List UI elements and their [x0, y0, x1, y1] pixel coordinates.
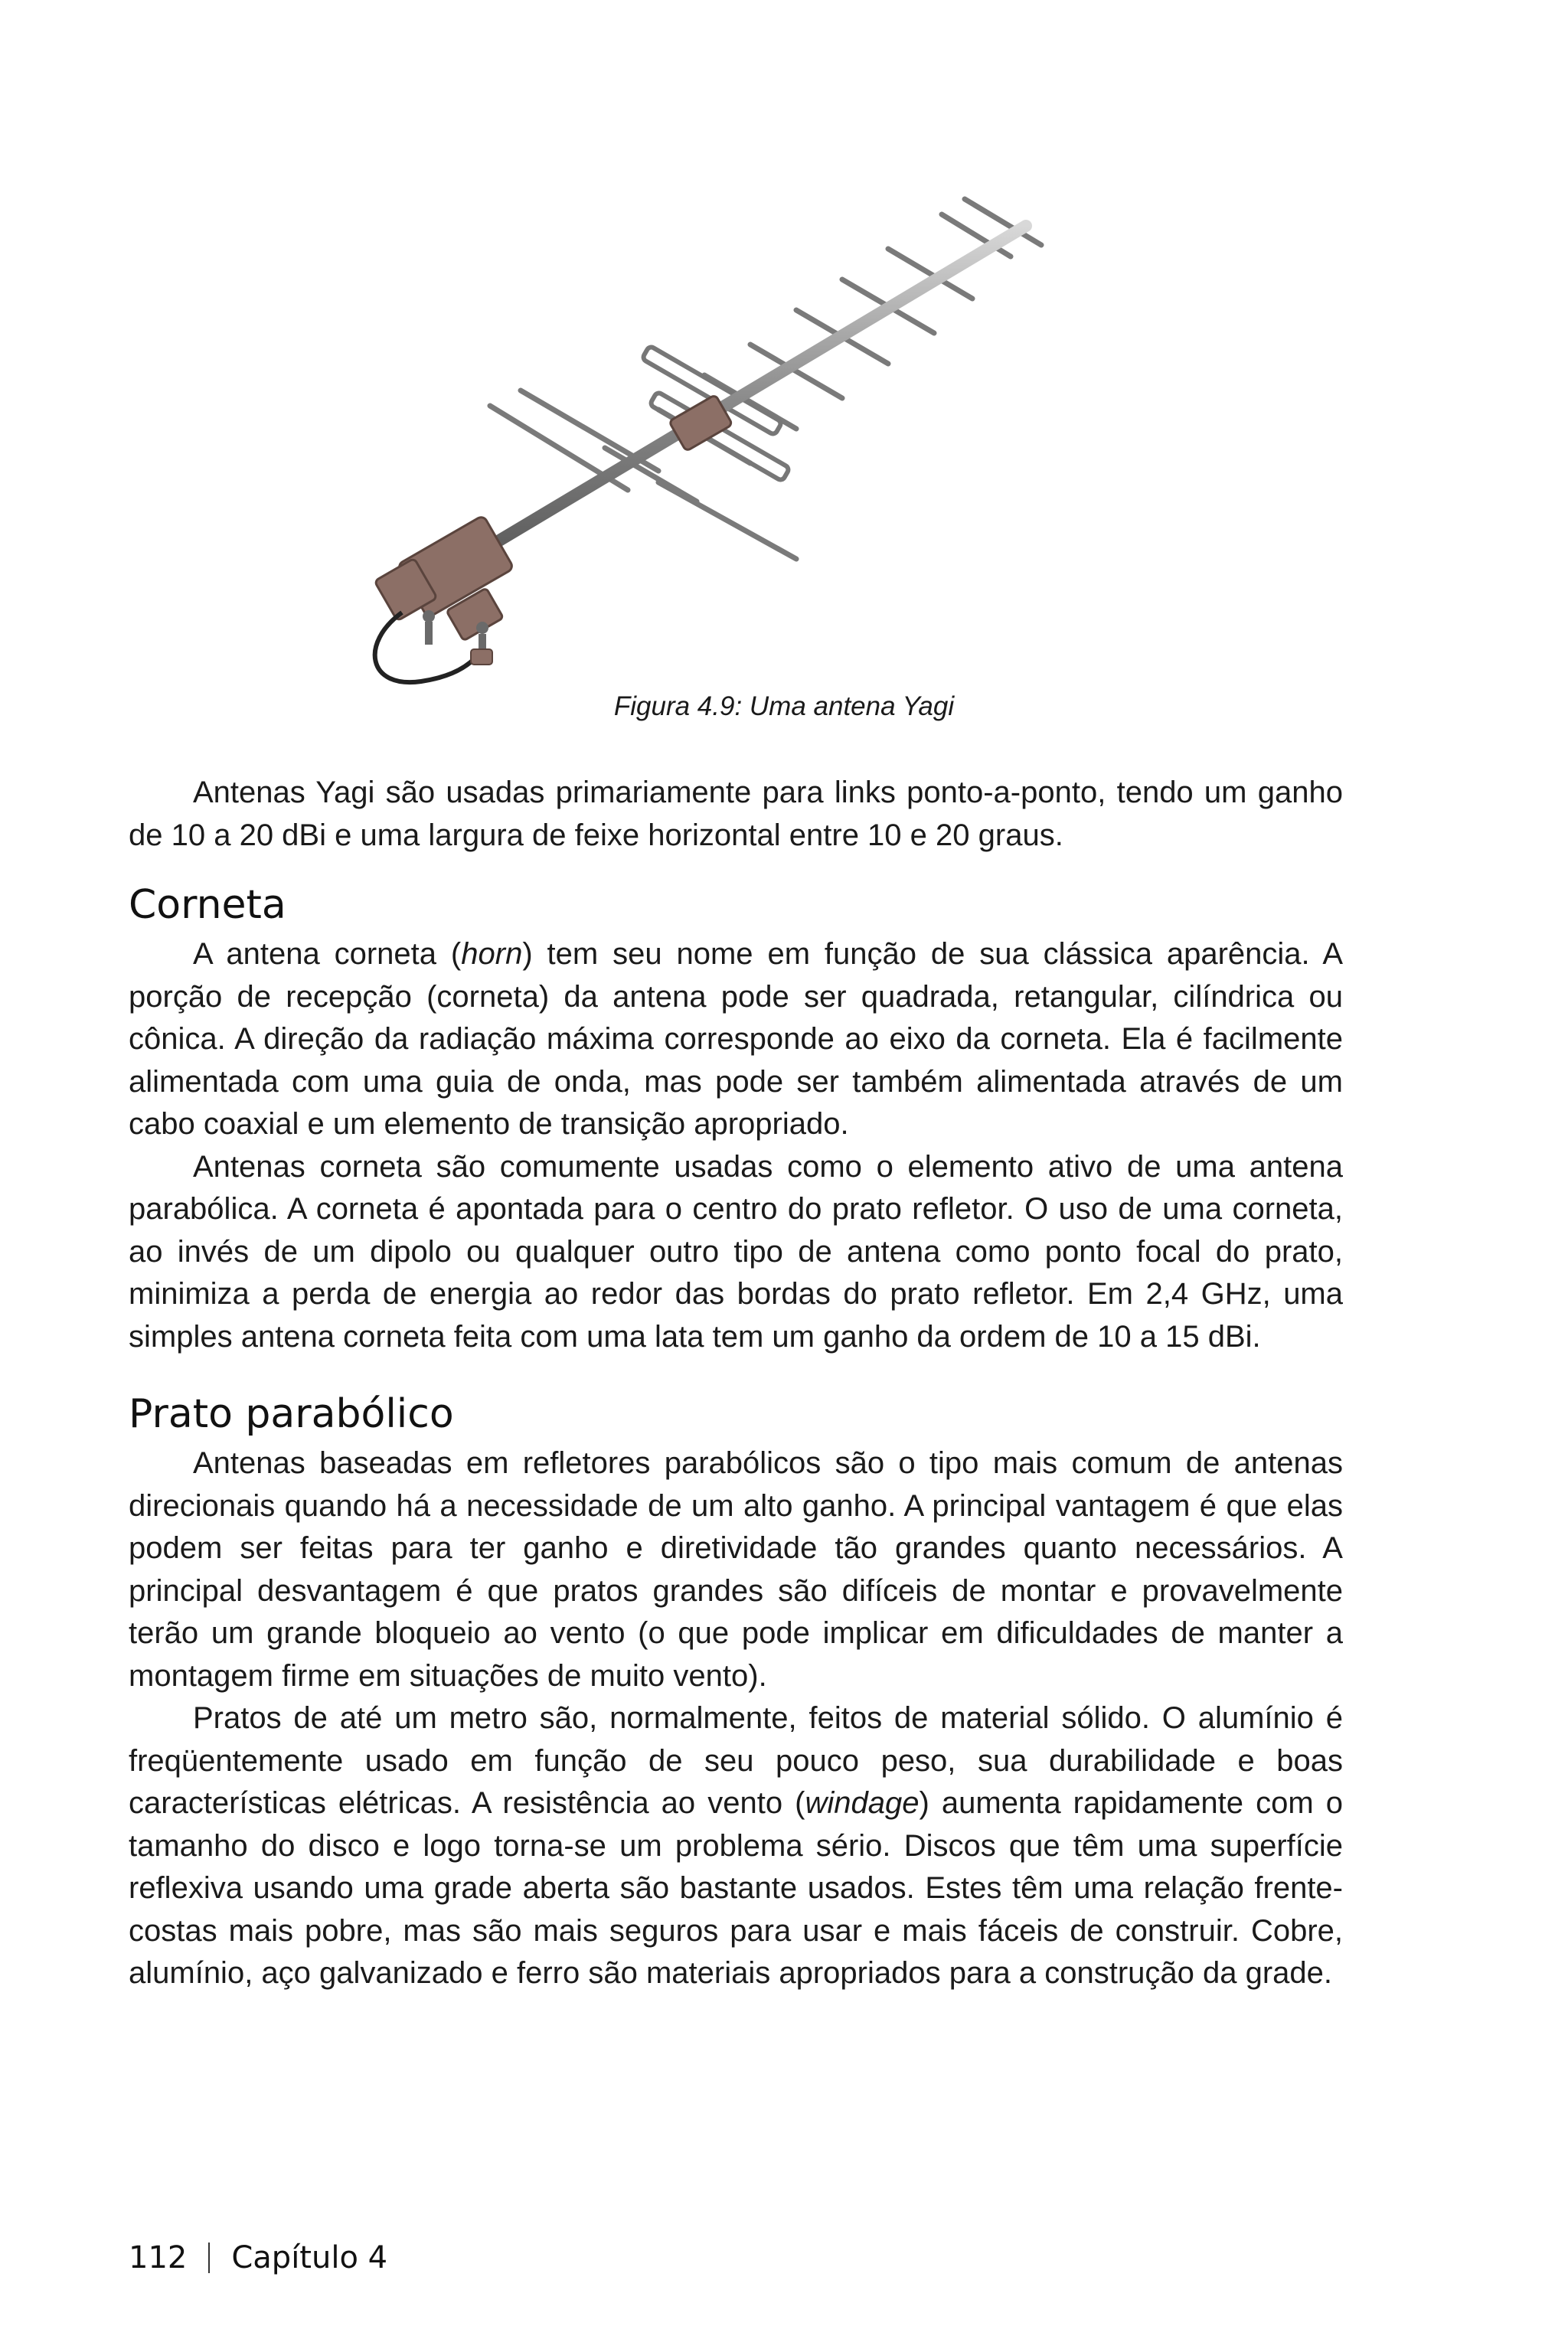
- prato-paragraph-2: [129, 1697, 1343, 1995]
- footer-divider: [208, 2243, 210, 2273]
- figure-caption: Figura 4.9: Uma antena Yagi: [613, 691, 955, 721]
- section-heading-corneta: Corneta: [129, 882, 286, 928]
- corneta-paragraph-2: Antenas corneta são comumente usadas como o elemento ativo de uma antena parabólica. A corneta é apontada para o centro do prato refletor. O uso de uma corneta, ao invés de um dipolo ou qualquer outro tipo de antena como ponto focal do prato, minimiza a perda de energia ao redor das bordas do prato refletor. Em 2,4 GHz, uma simples antena corneta feita com uma lata tem um ganho da ordem de 10 a 15 dBi.: [129, 1149, 1343, 1354]
- page-footer: [129, 2239, 387, 2277]
- page-body: [129, 772, 1343, 1995]
- chapter-label: Capítulo 4: [231, 2240, 388, 2275]
- text-segment: ) tem seu nome em função de sua clássica aparência. A porção de recepção (corneta) da antena pode ser quadrada, retangular, cilíndrica ou cônica. A direção da radiação máxima corresponde ao eixo da corneta. Ela é facilmente alimentada com uma guia de onda, mas pode ser também alimentada através de um cabo coaxial e um elemento de transição apropriado.: [129, 937, 1343, 1141]
- text-segment: ) aumenta rapidamente com o tamanho do disco e logo torna-se um problema sério. Discos que têm uma superfície reflexiva usando uma grade aberta são bastante usados. Estes têm uma relação frente-costas mais pobre, mas são mais seguros para usar e mais fáceis de construir. Cobre, alumínio, aço galvanizado e ferro são materiais apropriados para a construção da grade.: [129, 1786, 1343, 1990]
- text-segment: Pratos de até um metro são, normalmente, feitos de material sólido. O alumínio é freqüentemente usado em função de seu pouco peso, sua durabilidade e boas características elétricas. A resistência ao vento (: [129, 1701, 1343, 1820]
- prato-paragraph-1: Antenas baseadas em refletores parabólicos são o tipo mais comum de antenas direcionais quando há a necessidade de um alto ganho. A principal vantagem é que elas podem ser feitas para ter ganho e diretividade tão grandes quanto necessários. A principal desvantagem é que pratos grandes são difíceis de montar e provavelmente terão um grande bloqueio ao vento (o que pode implicar em dificuldades de manter a montagem firme em situações de muito vento).: [129, 1446, 1343, 1693]
- section-heading-prato: Prato parabólico: [129, 1391, 454, 1437]
- italic-term: horn: [461, 937, 523, 971]
- text-segment: A antena corneta (: [193, 937, 462, 971]
- yagi-antenna-figure: [337, 153, 1102, 689]
- intro-paragraph: Antenas Yagi são usadas primariamente para links ponto-a-ponto, tendo um ganho de 10 a 20 dBi e uma largura de feixe horizontal entre 10 e 20 graus.: [129, 776, 1343, 852]
- corneta-paragraph-1: [129, 933, 1343, 1146]
- page-number: 112: [129, 2240, 188, 2275]
- italic-term: windage: [805, 1786, 920, 1820]
- yagi-antenna-icon: [337, 153, 1102, 689]
